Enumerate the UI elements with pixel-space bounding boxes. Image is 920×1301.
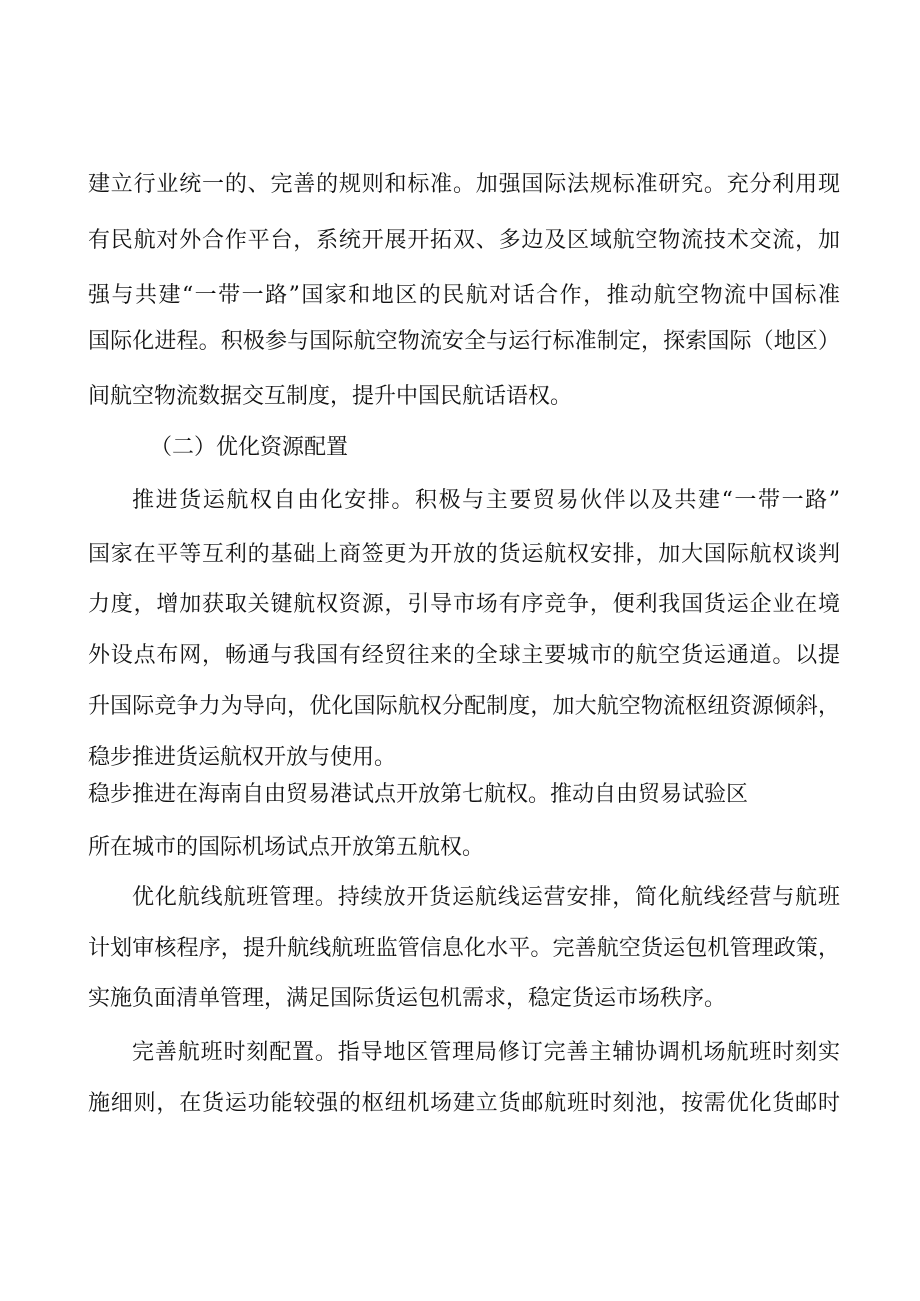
- text-line: 计划审核程序，提升航线航班监管信息化水平。完善航空货运包机管理政策，: [88, 936, 840, 961]
- text-line: 推进货运航权自由化安排。积极与主要贸易伙伴以及共建“一带一路”: [132, 488, 840, 513]
- text-line: 所在城市的国际机场试点开放第五航权。: [88, 835, 485, 860]
- text-line: 强与共建“一带一路”国家和地区的民航对话合作，推动航空物流中国标准: [88, 283, 840, 308]
- section-heading: （二）优化资源配置: [150, 435, 349, 460]
- text-line: 外设点布网，畅通与我国有经贸往来的全球主要城市的航空货运通道。以提: [88, 643, 840, 668]
- text-line: 间航空物流数据交互制度，提升中国民航话语权。: [88, 384, 573, 409]
- text-line: 国际化进程。积极参与国际航空物流安全与运行标准制定，探索国际（地区）: [88, 329, 840, 354]
- text-line: 实施负面清单管理，满足国际货运包机需求，稳定货运市场秩序。: [88, 986, 727, 1011]
- text-line: 有民航对外合作平台，系统开展开拓双、多边及区域航空物流技术交流，加: [88, 228, 840, 253]
- text-line: 国家在平等互利的基础上商签更为开放的货运航权安排，加大国际航权谈判: [88, 542, 840, 567]
- text-line: 建立行业统一的、完善的规则和标准。加强国际法规标准研究。充分利用现: [88, 172, 840, 197]
- text-line: 力度，增加获取关键航权资源，引导市场有序竞争，便利我国货运企业在境: [88, 592, 840, 617]
- text-line: 完善航班时刻配置。指导地区管理局修订完善主辅协调机场航班时刻实: [132, 1040, 840, 1065]
- text-line: 优化航线航班管理。持续放开货运航线运营安排，简化航线经营与航班: [132, 885, 840, 910]
- text-line: 稳步推进在海南自由贸易港试点开放第七航权。推动自由贸易试验区: [88, 782, 749, 807]
- text-line: 稳步推进货运航权开放与使用。: [88, 745, 397, 770]
- text-line: 施细则，在货运功能较强的枢纽机场建立货邮航班时刻池，按需优化货邮时: [88, 1091, 840, 1116]
- text-line: 升国际竞争力为导向，优化国际航权分配制度，加大航空物流枢纽资源倾斜，: [88, 694, 840, 719]
